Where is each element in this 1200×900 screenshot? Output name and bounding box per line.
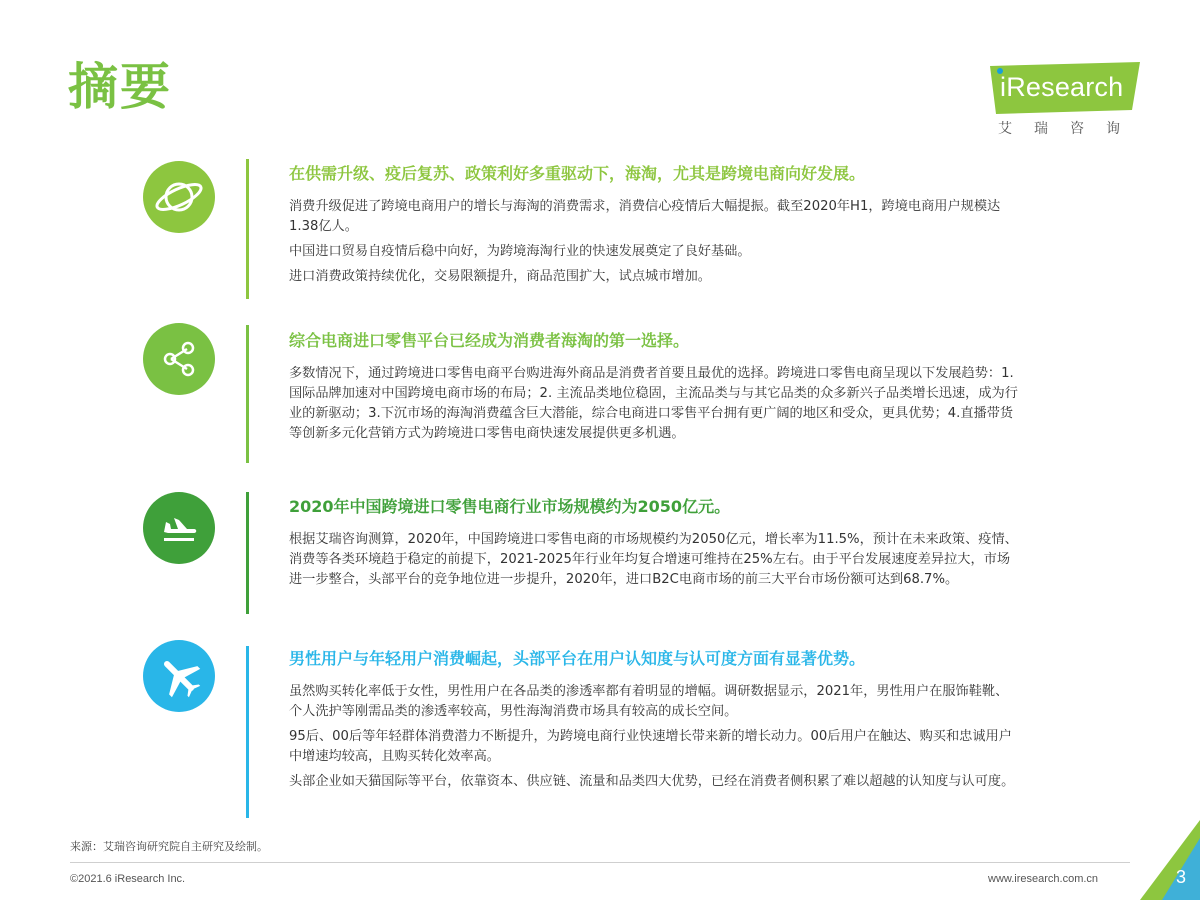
section-3-icon-circle [143,492,215,564]
section-1-paragraph: 进口消费政策持续优化，交易限额提升，商品范围扩大，试点城市增加。 [289,269,711,284]
page-number: 3 [1175,867,1186,887]
source-note: 来源：艾瑞咨询研究院自主研究及绘制。 [70,840,268,853]
section-1-body [289,163,1019,292]
section-3-paragraph: 根据艾瑞咨询测算，2020年，中国跨境进口零售电商的市场规模约为2050亿元，增长率为11.5%，预计在未来政策、疫情、消费等各类环境趋于稳定的前提下，2021-2025年行业年均复合增速可维持在25%左右。由于平台发展速度差异拉大，市场进一步整合，头部平台的竞争地位进一步提升，2020年，进口B2C电商市场的前三大平台市场份额可达到68.7%。 [289,532,1018,587]
section-1-heading: 在供需升级、疫后复苏、政策利好多重驱动下，海淘，尤其是跨境电商向好发展。 [289,164,866,183]
section-2-heading: 综合电商进口零售平台已经成为消费者海淘的第一选择。 [289,331,690,350]
section-4-heading: 男性用户与年轻用户消费崛起，头部平台在用户认知度与认可度方面有显著优势。 [289,649,866,668]
section-1-divider [246,159,249,299]
section-4-paragraph: 95后、00后等年轻群体消费潜力不断提升，为跨境电商行业快速增长带来新的增长动力。00后用户在触达、购买和忠诚用户中增速均较高，且购买转化效率高。 [289,729,1012,764]
section-1-paragraph: 中国进口贸易自疫情后稳中向好，为跨境海淘行业的快速发展奠定了良好基础。 [289,244,751,259]
section-2-paragraph: 多数情况下，通过跨境进口零售电商平台购进海外商品是消费者首要且最优的选择。跨境进口零售电商呈现以下发展趋势：1.国际品牌加速对中国跨境电商市场的布局；2. 主流品类地位稳固，主流品类与与其它品类的众多新兴子品类增长迅速，成为行业的新驱动；3.下沉市场的海淘消费蕴含巨大潜能，综合电商进口零售平台拥有更广阔的地区和受众，更具优势；4.直播带货等创新多元化营销方式为跨境进口零售电商快速发展提供更多机遇。 [289,366,1018,441]
iresearch-logo [986,60,1146,138]
airplane-icon [143,640,215,712]
footer-divider [70,862,1130,863]
section-4-icon-circle [143,640,215,712]
section-1-icon-circle [143,161,215,233]
logo-chinese-name: 艾瑞咨询 [998,121,1142,137]
section-1-paragraph: 消费升级促进了跨境电商用户的增长与海淘的消费需求，消费信心疫情后大幅提振。截至2020年H1，跨境电商用户规模达1.38亿人。 [289,199,1001,234]
section-4-body [289,648,1019,797]
section-3-divider [246,492,249,614]
section-4-paragraph: 虽然购买转化率低于女性，男性用户在各品类的渗透率都有着明显的增幅。调研数据显示，2021年，男性用户在服饰鞋靴、个人洗护等刚需品类的渗透率较高，男性海淘消费市场具有较高的成长空间。 [289,684,1009,719]
website-link[interactable]: www.iresearch.com.cn [988,873,1099,885]
section-3-body [289,496,1019,595]
takeoff-icon [143,492,215,564]
section-2-icon-circle [143,323,215,395]
section-2-divider [246,325,249,463]
section-2-body [289,330,1019,449]
share-icon [143,323,215,395]
logo-wordmark: iResearch [1000,72,1124,102]
copyright-text: ©2021.6 iResearch Inc. [70,873,186,885]
section-4-paragraph: 头部企业如天猫国际等平台，依靠资本、供应链、流量和品类四大优势，已经在消费者侧积累了难以超越的认知度与认可度。 [289,774,1015,789]
section-3-heading: 2020年中国跨境进口零售电商行业市场规模约为2050亿元。 [289,497,731,516]
corner-decoration [1140,820,1200,900]
planet-icon [143,161,215,233]
section-4-divider [246,646,249,818]
page-title: 摘要 [68,58,172,116]
